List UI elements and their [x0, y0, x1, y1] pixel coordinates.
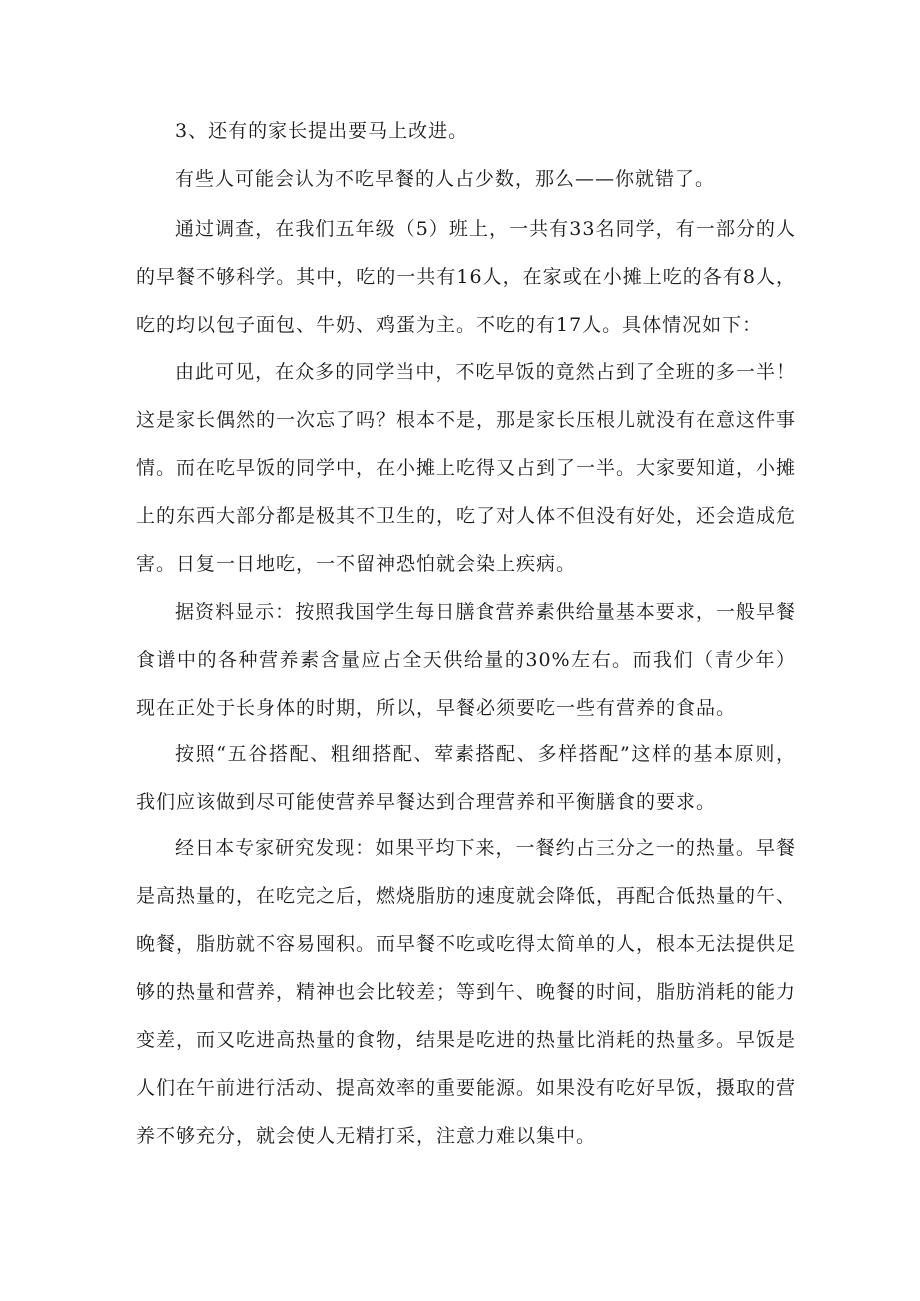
paragraph-nutrition-data: 据资料显示：按照我国学生每日膳食营养素供给量基本要求，一般早餐食谱中的各种营养素含量应占全天供给量的30%左右。而我们（青少年）现在正处于长身体的时期，所以，早餐必须要吃一些有营养的食品。	[136, 601, 796, 719]
paragraph-research: 经日本专家研究发现：如果平均下来，一餐约占三分之一的热量。早餐是高热量的，在吃完之后，燃烧脂肪的速度就会降低，再配合低热量的午、晚餐，脂肪就不容易囤积。而早餐不吃或吃得太简单的人，根本无法提供足够的热量和营养，精神也会比较差；等到午、晚餐的时间，脂肪消耗的能力变差，而又吃进高热量的食物，结果是吃进的热量比消耗的热量多。早饭是人们在午前进行活动、提高效率的重要能源。如果没有吃好早饭，摄取的营养不够充分，就会使人无精打采，注意力难以集中。	[136, 837, 797, 1147]
paragraph-misconception: 有些人可能会认为不吃早餐的人占少数，那么——你就错了。	[175, 168, 716, 190]
paragraph-survey-results: 通过调查，在我们五年级（5）班上，一共有33名同学，有一部分的人的早餐不够科学。其中，吃的一共有16人，在家或在小摊上吃的各有8人，吃的均以包子面包、牛奶、鸡蛋为主。不吃的有17人。具体情况如下：	[136, 218, 796, 336]
paragraph-principles: 按照“五谷搭配、粗细搭配、荤素搭配、多样搭配”这样的基本原则，我们应该做到尽可能使营养早餐达到合理营养和平衡膳食的要求。	[136, 743, 796, 813]
paragraph-parent-suggestion: 3、还有的家长提出要马上改进。	[175, 120, 469, 142]
paragraph-analysis: 由此可见，在众多的同学当中，不吃早饭的竟然占到了全班的多一半！这是家长偶然的一次忘了吗？根本不是，那是家长压根儿就没有在意这件事情。而在吃早饭的同学中，在小摊上吃得又占到了一半。大家要知道，小摊上的东西大部分都是极其不卫生的，吃了对人体不但没有好处，还会造成危害。日复一日地吃，一不留神恐怕就会染上疾病。	[136, 361, 797, 575]
